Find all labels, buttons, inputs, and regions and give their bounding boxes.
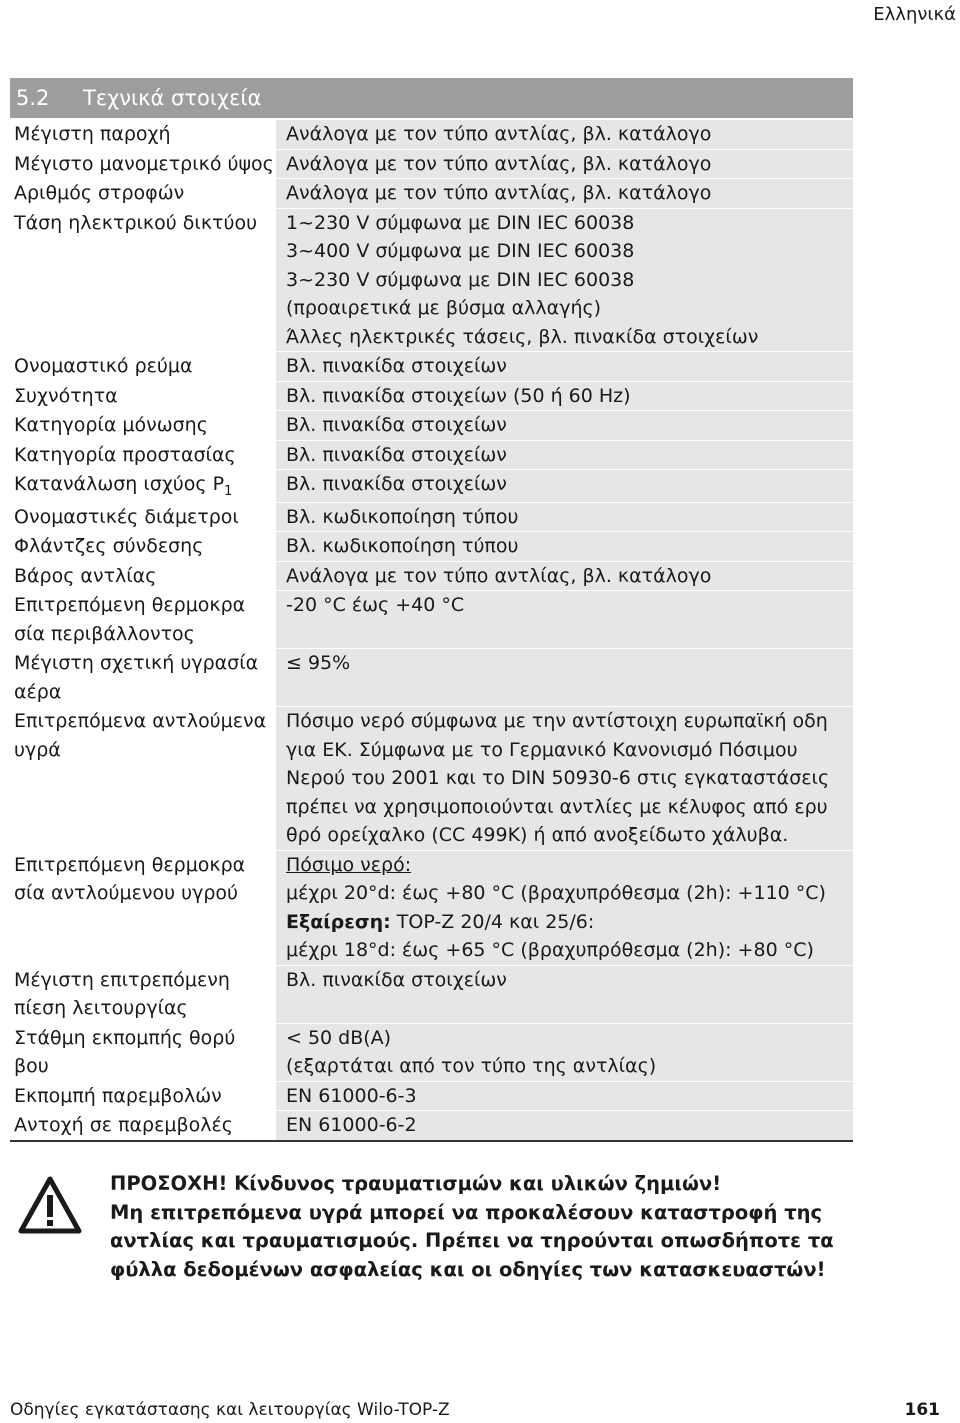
row-label: Αριθμός στροφών bbox=[14, 182, 185, 204]
page-footer bbox=[10, 1400, 940, 1420]
warning-body: Μη επιτρεπόμενα υγρά μπορεί να προκαλέσουν καταστροφή της αντλίας και τραυματισμούς. Πρέπει να τηρούνται οπωσδήποτε τα φύλλα δεδομένων ασφαλείας και οι οδηγίες των κατασκευαστών! bbox=[110, 1200, 834, 1281]
row-value: Βλ. κωδικοποίηση τύπου bbox=[276, 532, 853, 562]
row-value: Βλ. πινακίδα στοιχείων bbox=[276, 411, 853, 441]
section-header bbox=[10, 78, 853, 120]
row-value: Ανάλογα με τον τύπο αντλίας, βλ. κατάλογο bbox=[276, 179, 853, 209]
row-value: EN 61000-6-3 bbox=[276, 1081, 853, 1111]
row-label: Εκπομπή παρεμβολών bbox=[14, 1084, 222, 1107]
row-label: Επιτρεπόμενη θερμοκρα σία περιβάλλοντος bbox=[14, 594, 246, 645]
warning-triangle-icon bbox=[18, 1176, 82, 1234]
row-value: Ανάλογα με τον τύπο αντλίας, βλ. κατάλογο bbox=[276, 149, 853, 179]
warning-text bbox=[110, 1170, 870, 1284]
row-value: Βλ. πινακίδα στοιχείων bbox=[276, 440, 853, 470]
row-label: Αντοχή σε παρεμβολές bbox=[14, 1114, 233, 1136]
row-label: Επιτρεπόμενη θερμοκρα σία αντλούμενου υγρού bbox=[14, 853, 246, 904]
row-label: Μέγιστη επιτρεπόμενη πίεση λειτουργίας bbox=[14, 968, 230, 1019]
row-label: Τάση ηλεκτρικού δικτύου bbox=[14, 211, 258, 234]
row-label: Φλάντζες σύνδεσης bbox=[14, 535, 204, 557]
language-label: Ελληνικά bbox=[873, 4, 956, 25]
table-row bbox=[10, 470, 853, 503]
row-value: Πόσιμο νερό σύμφωνα με την αντίστοιχη ευρωπαϊκή οδη για ΕΚ. Σύμφωνα με το Γερμανικό Κανονισμό Πόσιμου Νερού του 2001 και το DIN 50930-6 στις εγκαταστάσεις πρέπει να χρησιμοποιούνται αντλίες με κέλυφος από ερυ θρό ορείχαλκο (CC 499K) ή από ανοξείδωτο χάλυβα. bbox=[276, 707, 853, 851]
row-value: < 50 dB(A) (εξαρτάται από τον τύπο της αντλίας) bbox=[276, 1023, 853, 1081]
table-row bbox=[10, 1081, 853, 1111]
table-row bbox=[10, 381, 853, 411]
table-row bbox=[10, 532, 853, 562]
row-value: Βλ. κωδικοποίηση τύπου bbox=[276, 502, 853, 532]
table-row bbox=[10, 965, 853, 1023]
table-row bbox=[10, 591, 853, 649]
row-label: Κατανάλωση ισχύος $P_1$ bbox=[14, 473, 233, 499]
technical-data-table bbox=[10, 120, 853, 1142]
row-label: Μέγιστη σχετική υγρασία αέρα bbox=[14, 652, 259, 703]
table-row bbox=[10, 502, 853, 532]
row-value: Βλ. πινακίδα στοιχείων bbox=[276, 352, 853, 382]
row-value: EN 61000-6-2 bbox=[276, 1111, 853, 1141]
section-number: 5.2 bbox=[16, 86, 50, 110]
row-label: Μέγιστη παροχή bbox=[14, 123, 171, 145]
table-row bbox=[10, 1111, 853, 1141]
footer-text: Οδηγίες εγκατάστασης και λειτουργίας Wilo-TOP-Z bbox=[10, 1400, 450, 1420]
row-label: Βάρος αντλίας bbox=[14, 564, 157, 587]
table-row bbox=[10, 649, 853, 707]
row-value: Πόσιμο νερό: μέχρι 20°d: έως +80 °C (βραχυπρόθεσμα (2h): +110 °C) Εξαίρεση: TOP-Z 20/4 και 25/6: μέχρι 18°d: έως +65 °C (βραχυπρόθεσμα (2h): +80 °C) bbox=[276, 850, 853, 965]
row-label: Ονομαστικές διάμετροι bbox=[14, 505, 239, 528]
row-label: Συχνότητα bbox=[14, 384, 118, 407]
warning-title: ΠΡΟΣΟΧΗ! Κίνδυνος τραυματισμών και υλικών ζημιών! bbox=[110, 1172, 722, 1195]
table-row bbox=[10, 179, 853, 209]
table-row bbox=[10, 850, 853, 965]
row-value: Ανάλογα με τον τύπο αντλίας, βλ. κατάλογο bbox=[276, 120, 853, 149]
row-value: ≤ 95% bbox=[276, 649, 853, 707]
section-title: Τεχνικά στοιχεία bbox=[83, 86, 262, 110]
table-row bbox=[10, 149, 853, 179]
row-label: Επιτρεπόμενα αντλούμενα υγρά bbox=[14, 710, 267, 761]
table-row bbox=[10, 352, 853, 382]
row-label: Μέγιστο μανομετρικό ύψος bbox=[14, 152, 274, 175]
row-value: Βλ. πινακίδα στοιχείων bbox=[276, 965, 853, 1023]
row-label: Ονομαστικό ρεύμα bbox=[14, 355, 193, 377]
row-value: Ανάλογα με τον τύπο αντλίας, βλ. κατάλογο bbox=[276, 561, 853, 591]
row-label: Στάθμη εκπομπής θορύ βου bbox=[14, 1026, 236, 1077]
row-value: Βλ. πινακίδα στοιχείων (50 ή 60 Hz) bbox=[276, 381, 853, 411]
row-value: -20 °C έως +40 °C bbox=[276, 591, 853, 649]
table-row bbox=[10, 208, 853, 352]
table-row bbox=[10, 411, 853, 441]
row-label: Κατηγορία προστασίας bbox=[14, 443, 236, 466]
table-row bbox=[10, 120, 853, 149]
table-row bbox=[10, 707, 853, 851]
row-value: 1~230 V σύμφωνα με DIN IEC 60038 3~400 V σύμφωνα με DIN IEC 60038 3~230 V σύμφωνα με DIN IEC 60038 (προαιρετικά με βύσμα αλλαγής) Άλλες ηλεκτρικές τάσεις, βλ. πινακίδα στοιχείων bbox=[276, 208, 853, 352]
page-number: 161 bbox=[904, 1400, 940, 1420]
label-subscript: 1 bbox=[224, 484, 233, 499]
table-row bbox=[10, 1023, 853, 1081]
row-value: Βλ. πινακίδα στοιχείων bbox=[276, 470, 853, 503]
row-label: Κατηγορία μόνωσης bbox=[14, 414, 208, 436]
table-row bbox=[10, 440, 853, 470]
table-row bbox=[10, 561, 853, 591]
